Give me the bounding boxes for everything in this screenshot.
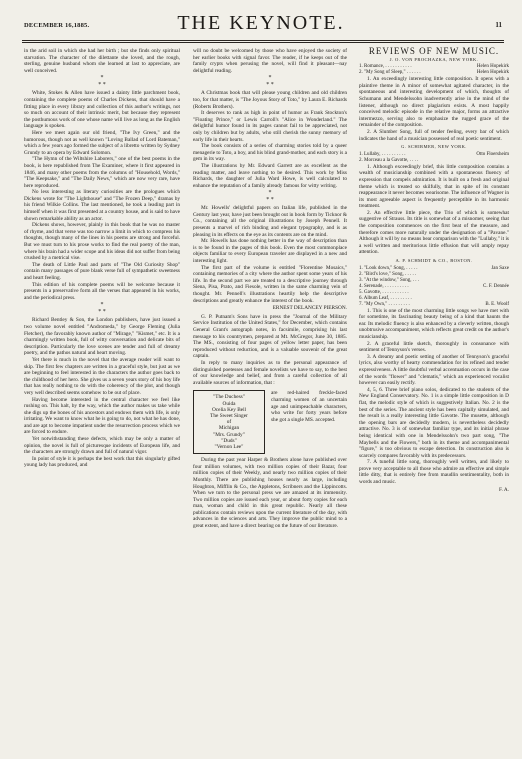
paragraph: In point of style it is perhaps the best work that this singularly gifted young lady has produced, and xyxy=(24,455,180,469)
paragraph: 1. This is one of the most charming little songs we have met with for sometime, its fascinating beauty being of a kind that haunts the ear. Its melodic fluency is also enhanced by a cleverly written, though unobtrusive accompaniment, which reflects great credit on the author's musicianship. xyxy=(359,307,509,340)
paragraph: 2. An effective little piece, the Trio of which is somewhat suggestive of Strauss. Its title is somewhat of a misnomer, seeing that the composition commences on the first beat of the measure, and therefore comes more naturally under the designation of a "Pavane." Although it will by no means bear comparison with the "Lullaby," it is a well written and meritorious little effusion that will amply repay attention. xyxy=(359,209,509,256)
masthead-title: THE KEYNOTE. xyxy=(177,12,345,34)
author-name: Michigan xyxy=(218,425,240,432)
author-initials: F. A. xyxy=(498,486,509,493)
paragraph: 2. A Slumber Song, full of tender feeling, every bar of which indicates the hand of a musician possessed of real poetic sentiment. xyxy=(359,128,509,142)
paragraph: In reply to many inquiries as to the personal appearance of distinguished poetesses and female novelists we have to say, to the best of our knowledge and belief, and from a careful collection of all available sources of information, that : xyxy=(193,359,347,386)
page-number: 11 xyxy=(495,21,502,29)
author-list-description: are red-haired freckle-faced charming women of an uncertain age and unimpeachable characters, who write for forty years before she got a single MS. accepted. xyxy=(271,390,347,423)
music-title: 2. "My Song of Sleep," . . . . . . xyxy=(359,70,421,76)
paragraph: 3. A dreamy and poetic setting of another of Tennyson's graceful lyrics, also worthy of hearty commendation for its refined and tender expressiveness. A little doubtful verbal accentuation occurs in the case of the words "flower" and "clematis," which an experienced vocalist however can easily rectify. xyxy=(359,353,509,387)
separator-star: * * * xyxy=(266,190,274,204)
paragraph: Yet there is much in the novel that the average reader will want to skip. The first few chapters are written in a graceful style, but just as we are beginning to feel interested in the characters the author goes back to the childhood of her hero. She gives us a seven years story of his boy life that has really nothing to do with the coherency of the plot, and though very well described seems somehow to be out of place. xyxy=(24,356,180,396)
paragraph: G. P. Putnam's Sons have in press the "Journal of the Military Service Institution of the United States," for December, which contains General Grant's autograph notes, in facsimile, comprising his last message to his countrymen, prepared at Mt. McGregor, June 30, 1885. The MS., consisting of four pages of yellow letter paper, has been reproduced without reduction, and is a valuable souvenir of the great captain. xyxy=(193,313,347,360)
music-title: 1. Lullaby, . . . . . . . . . . xyxy=(359,151,406,157)
issue-date: DECEMBER 16,1885. xyxy=(24,22,90,29)
paragraph: Mr. Howells has done nothing better in the way of description than is to be found in the pages of this book. Even the most commonplace objects familiar to every European traveler are displayed in a new and interesting light. xyxy=(193,238,347,265)
music-composer: Helen Hopekirk xyxy=(476,64,509,70)
music-title: 2. "Bird's love," Song, . . . . . xyxy=(359,271,417,277)
author-name: Ouida xyxy=(222,400,236,407)
paragraph: The first part of the volume is entitled "Florentine Mosaics," containing memories of a city where the author spent some years of his life. In the second part we are treated to a descriptive journey through Siena, Pisa, Prato, and Fiesole, written in the same charming vein of thought. Mr. Pennell's illustrations heartily help the descriptive descriptions and greatly enhance the interest of the book. xyxy=(193,264,347,304)
paragraph: 2. A graceful little sketch, thoroughly in consonance with sentiment of Tennyson's verses. xyxy=(359,340,509,354)
publisher-heading: A. P. SCHMIDT & CO., BOSTON. xyxy=(395,258,473,264)
paragraph: 1. Although exceedingly brief, this little composition contains a wealth of musicianship combined with a spontaneous fluency of expression that compels admiration. It is built on a fresh and original theme which is treated so skilfully, that in spite of its constant reappearance it never becomes wearisome. The influence of Wagner in its most agreeable aspect is frequently perceptible in its harmonic treatment. xyxy=(359,163,509,210)
paragraph: It deserves to rank as high in point of humor as Frank Stockton's "Floating Prince," or Lewis Carroll's "Alice in Wonderland." The delightful humor found in its pages cannot fail to be appreciated, not only by children but by adults, who still cherish the sunny memory of early life in their hearts. xyxy=(193,110,347,143)
column-2 xyxy=(193,48,347,530)
author-list-block xyxy=(193,390,347,454)
music-title: 1. Romance, . . . . . . . . . . . xyxy=(359,64,412,70)
header-rule-secondary xyxy=(22,42,504,43)
music-composer: C. F. Dennée xyxy=(483,283,509,289)
music-title: 5. Gavotte, . . . . . . . . . . . xyxy=(359,289,409,295)
paragraph: Dickens shows, however, plainly in this book that he was no master of rhyme, and that verse was too narrow a limit in which to compress his thoughts, though many of the lines in his poems are strong and forceful. But we must turn to his prose works to find the real poetry of the man, where his brain had a wider scope and his ideas did not suffer from being crushed by a metrical vise. xyxy=(24,222,180,262)
paragraph: Yet notwithstanding these defects, which may be only a matter of opinion, the novel is full of picturesque incidents of European life, and the characters are strongly drawn and full of natural vigor. xyxy=(24,436,180,456)
music-title: 7. "My Own," . . . . . . . . . xyxy=(359,301,410,307)
music-composer: Otto Floersheim xyxy=(476,151,509,157)
paragraph: Having become interested in the central character we feel like rushing on. This halt, by the way, which the author makes us take while she digs up the bones of his ancestors and endows them with life, is only irritating. We want to know what he is going to do, not what he has done, and are apt to become impatient under the resurrection process which we are forced to endure. xyxy=(24,396,180,436)
author-name: "Mrs. Grundy" xyxy=(213,431,245,438)
header-rule xyxy=(22,40,504,41)
author-name: "The Duchess" xyxy=(213,394,245,401)
paragraph: Richard Bentley & Son, the London publishers, have just issued a two volume novel entitled "Andromeda," by George Fleming (Julia Fletcher), the favorably known author of "Mirage," "Kismet," etc. It is a charmingly written book, full of witty conversation and delicate bits of description. Particularly the love scenes are tender and full of dreamy poetry, and the pathos natural and heart moving. xyxy=(24,317,180,357)
paragraph: 1. An exceedingly interesting little composition. It opens with a plaintive theme in A minor of somewhat agitated character, in the spontaneous and interesting development of which, thoughts of Schumann and Mendelssohn inadvertently arise in the mind of the listener, although no direct plagiarism exists. A most happily conceived melodic episode in the relative major, forms an attractive intermezzo, serving also to emphasize the rugged grace of the remainder of the composition. xyxy=(359,76,509,129)
author-name: The Sweet Singer xyxy=(210,412,248,419)
paragraph: The death of Little Paul and parts of "The Old Curiosity Shop" contain many passages of pure blank verse full of sympathetic sweetness and heart feeling. xyxy=(24,261,180,281)
publisher-heading: G. SCHIRMER, NEW YORK. xyxy=(401,144,467,150)
music-title: 3. "At the window," Song, . . . xyxy=(359,277,420,283)
music-title: 6. Album Leaf, . . . . . . . . . xyxy=(359,295,412,301)
music-title: 1. "Look down," Song, . . . . . xyxy=(359,265,418,271)
paragraph: Here we meet again our old friend, "The Ivy Green," and the humorous, though not as well known "Loving Ballad of Lord Bateman," which a few years ago formed the subject of a libretto written by Sydney Grundy to an opera by Edward Solomon. xyxy=(24,129,180,156)
paragraph: 4, 5, 6. Three brief piano solos, dedicated to the students of the New England Conservatory. No. 1 is a simple little composition in D flat, the melodic style of which is suggestively Italian. No. 2 is the best of the series. The ancient style has been capitally simulated, and the result is a really interesting little Gavotte. The musette, although the opening bars are decidedly modern, is nevertheless decidedly attractive. No. 3 is of somewhat familiar type, and its initial phrase being identical with one in Mendelssohn's two part song, "The Maybells and the Flowers," both in its theme and accompanimental "figure," is too obvious to escape detection. Its construction also is scarcely compares favorably with its predecessors. xyxy=(359,386,509,459)
paragraph: No less interesting as literary curiosities are the prologues which Dickens wrote for "The Lighthouse" and "The Frozen Deep," dramas by his friend Wilkie Collins. The last mentioned, he took a leading part in himself when it was first presented at a country house, and is said to have shown remarkable ability as an actor. xyxy=(24,189,180,222)
music-title: 2. Morceau a la Gavotte, . . . . xyxy=(359,157,419,163)
author-signature: ERNEST DELANCEY PIERSON. xyxy=(272,305,347,312)
paragraph: The illustrations by Mr. Edward Garrett are as excellent as the reading matter, and leave nothing to be desired. This work by Miss Richards, the daughter of Julia Ward Howe, is well calculated to enhance the reputation of a family already famous for witty writing. xyxy=(193,162,347,189)
author-name: "Vernon Lee" xyxy=(214,443,244,450)
paragraph: "The Hymn of the Wiltshire Laborers," one of the best poems in the book, is here republished from The Examiner, where it first appeared in 1846, and many other poems from the columns of "Household, Words," "The Keepsake," and "The Daily News," which are now very rare, have here reproduced. xyxy=(24,156,180,189)
music-composer: Jan Saxe xyxy=(491,265,509,271)
paragraph: 7. A tuneful little song, thoroughly well written, and likely to prove very acceptable to all those who admire an effective and simple little ditty, that is entirely free from maudlin sentimentality, both in words and music. xyxy=(359,459,509,486)
column-1 xyxy=(24,48,180,469)
author-name: "Duds" xyxy=(221,437,237,444)
paragraph: in the arid soil in which she had her birth ; but she finds only spiritual starvation. The character of the dilettante she loved, and the rough, sterling, genuine husband whom she learned at last to appreciate, are well conceived. xyxy=(24,48,180,74)
separator-star: * * * xyxy=(266,75,274,89)
paragraph: This edition of his complete poems will be welcome because it presents in a preservative form all the verses that appeared in his works, and the periodical press. xyxy=(24,281,180,301)
paragraph: During the past year Harper & Brothers alone have published over four million volumes, with two million copies of their Bazar, four million copies of their Weekly, and nearly two million copies of their Monthly. There are publishing houses nearly as large, including Houghton, Mifflin & Co., the Appletons, Scribners and the Lippincotts. When we turn to the personal press we are amazed at its immensity. Two million copies are issued each year, or about forty copies for each man, woman and child in this great republic. Nearly all these publications contain reviews upon the current literature of the day, with advances in the sciences and arts. They improve the public mind to a great extent, and have a direct bearing on the future of our literature. xyxy=(193,457,347,530)
paragraph: will no doubt be welcomed by those who have enjoyed the society of her earlier books with signal favor. The reader, if he keeps out of the family crypts when perusing the novel, will find it pleasant—nay delightful reading. xyxy=(193,48,347,74)
music-composer: Helen Hopekirk xyxy=(476,70,509,76)
music-title: 4. Serenade, . . . . . . . . . . xyxy=(359,283,409,289)
paragraph: Mr. Howells' delightful papers on Italian life, published in the Century last year, have just been brought out in book form by Ticknor & Co., containing all the original illustrations by Joseph Pennell. It presents a marvel of rich binding and elegant typography, and is as pleasing in its effects on the eye as its contents are on the mind. xyxy=(193,205,347,238)
author-name: of xyxy=(226,419,232,426)
paragraph: White, Stokes & Allen have issued a dainty little parchment book, containing the complete poems of Charles Dickens, that should have a fitting place in every library and collection of this author's writings, not so much on account of their intrinsic merit, but because they represent the posthumous work of one whose name will live as long as the English language is spoken. xyxy=(24,90,180,130)
publisher-heading: J. O. VON PROCHAZKA, NEW YORK. xyxy=(389,56,479,62)
author-name: Ocelia Key Bell xyxy=(211,406,247,413)
column-3-music-reviews xyxy=(359,48,509,493)
separator-star: * * * xyxy=(98,75,106,89)
music-composer: B. E. Woolf xyxy=(485,301,509,307)
separator-star: * * * xyxy=(98,302,106,316)
author-list-box xyxy=(193,390,265,454)
section-title: REVIEWS OF NEW MUSIC. xyxy=(368,46,500,56)
paragraph: A Christmas book that will please young children and old children too, for that matter, is "The Joyous Story of Toto," by Laura E. Richards (Roberts Brothers). xyxy=(193,90,347,110)
paragraph: The book consists of a series of charming stories told by a queer menagerie to Toto, a boy, and his blind grand-mother, and each story is a gem in its way. xyxy=(193,143,348,163)
